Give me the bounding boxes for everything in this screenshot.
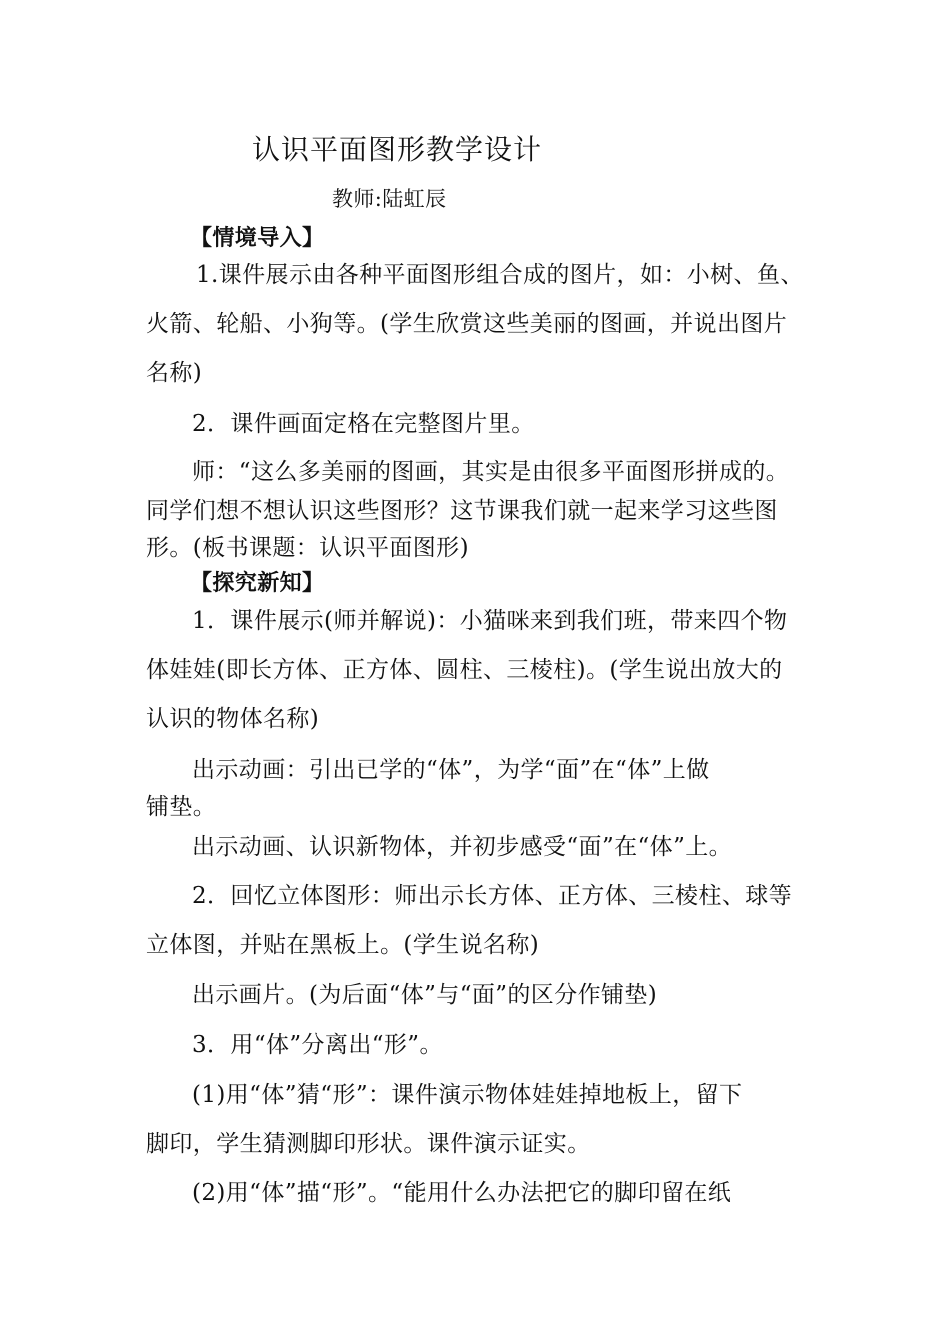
document-title: 认识平面图形教学设计 bbox=[252, 133, 543, 166]
paragraph-line: 形。(板书课题：认识平面图形) bbox=[146, 535, 469, 561]
paragraph-line: 出示画片。(为后面“体”与“面”的区分作铺垫) bbox=[192, 982, 658, 1008]
section-heading-intro: 【情境导入】 bbox=[190, 226, 325, 251]
paragraph-line: 铺垫。 bbox=[146, 794, 217, 820]
paragraph-line: 认识的物体名称) bbox=[146, 706, 320, 732]
paragraph-line: (2)用“体”描“形”。“能用什么办法把它的脚印留在纸 bbox=[192, 1180, 732, 1206]
author-line: 教师:陆虹辰 bbox=[332, 187, 447, 211]
paragraph-line: (1)用“体”猜“形”：课件演示物体娃娃掉地板上，留下 bbox=[192, 1082, 743, 1108]
paragraph-line: 1．课件展示(师并解说)：小猫咪来到我们班，带来四个物 bbox=[192, 608, 788, 634]
paragraph-line: 火箭、轮船、小狗等。(学生欣赏这些美丽的图画，并说出图片 bbox=[146, 311, 788, 337]
section-heading-explore: 【探究新知】 bbox=[190, 571, 325, 596]
paragraph-line: 出示动画：引出已学的“体”，为学“面”在“体”上做 bbox=[192, 757, 710, 783]
paragraph-line: 2．课件画面定格在完整图片里。 bbox=[192, 411, 535, 437]
paragraph-line: 体娃娃(即长方体、正方体、圆柱、三棱柱)。(学生说出放大的 bbox=[146, 657, 783, 683]
paragraph-line: 师：“这么多美丽的图画，其实是由很多平面图形拼成的。 bbox=[192, 459, 790, 485]
paragraph-line: 脚印，学生猜测脚印形状。课件演示证实。 bbox=[146, 1131, 591, 1157]
paragraph-line: 2．回忆立体图形：师出示长方体、正方体、三棱柱、球等 bbox=[192, 883, 793, 909]
paragraph-line: 1.课件展示由各种平面图形组合成的图片，如：小树、鱼、 bbox=[196, 262, 804, 288]
paragraph-line: 3．用“体”分离出“形”。 bbox=[192, 1032, 443, 1058]
paragraph-line: 立体图，并贴在黑板上。(学生说名称) bbox=[146, 932, 540, 958]
paragraph-line: 名称) bbox=[146, 360, 203, 386]
paragraph-line: 出示动画、认识新物体，并初步感受“面”在“体”上。 bbox=[192, 834, 733, 860]
paragraph-line: 同学们想不想认识这些图形？这节课我们就一起来学习这些图 bbox=[146, 498, 778, 524]
